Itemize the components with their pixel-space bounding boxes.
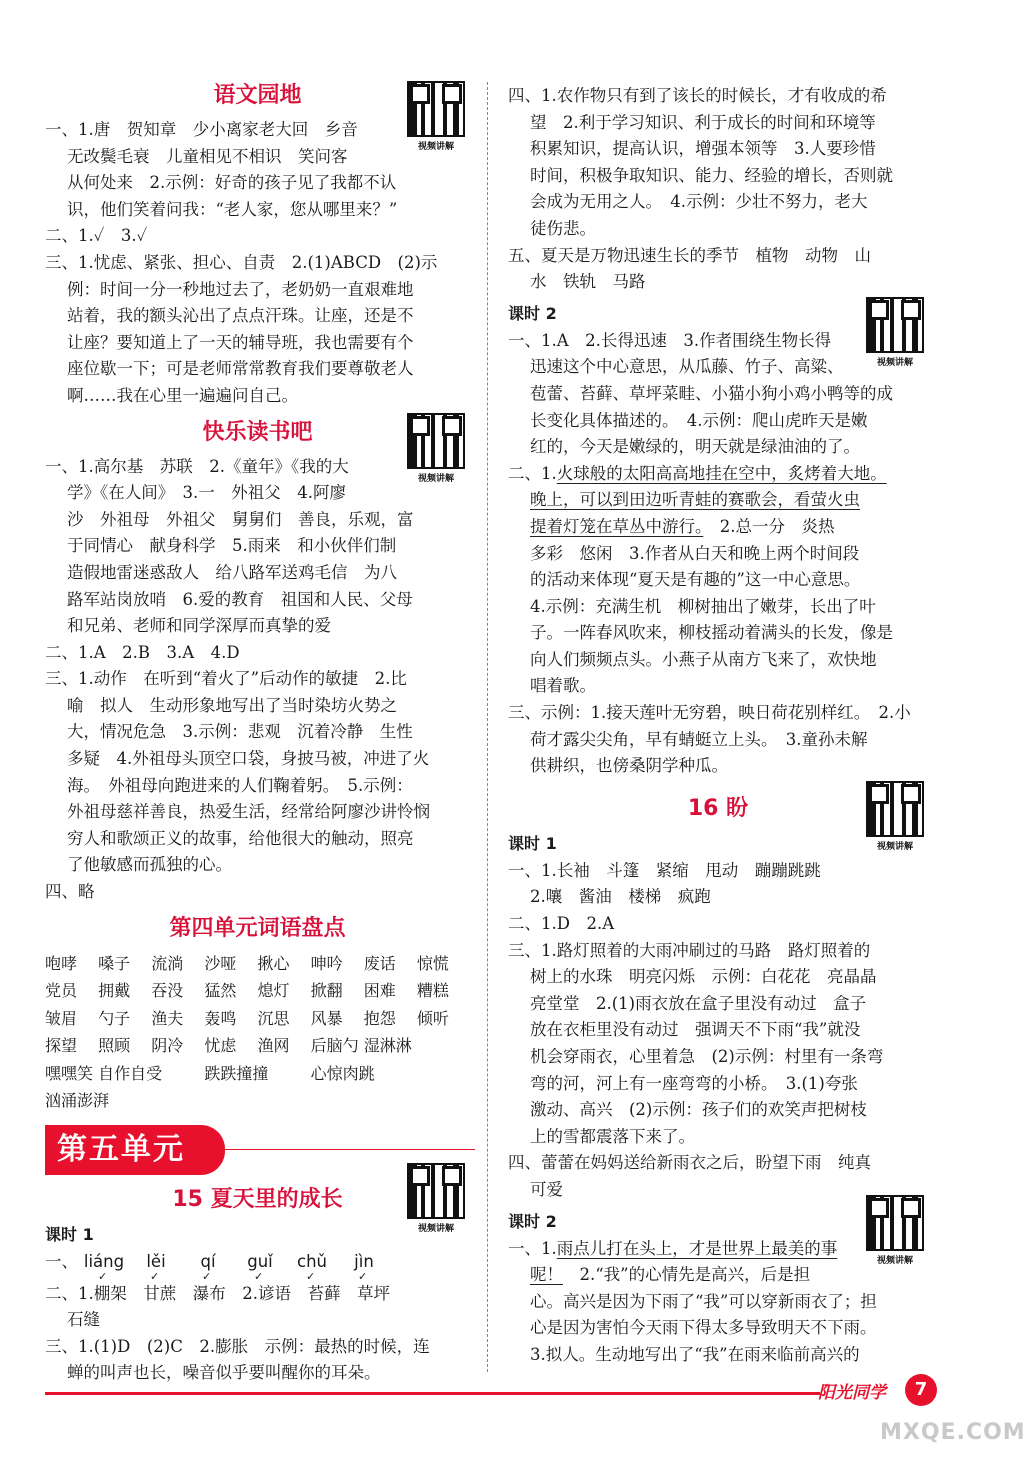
underlined-sentence: 提着灯笼在草丛中游行。	[530, 516, 704, 536]
section-title-reading: 快乐读书吧	[202, 419, 313, 445]
answer-line: 五、夏天是万物迅速生长的季节 植物 动物 山	[508, 245, 871, 265]
footer-rule	[45, 1392, 820, 1395]
answer-line: 穷人和歌颂正义的故事，给他很大的触动，照亮	[67, 828, 414, 848]
answer-line: 一、1.高尔基 苏联 2.《童年》《我的大	[45, 456, 349, 476]
answer-line: 和兄弟、老师和同学深厚而真挚的爱	[67, 616, 331, 636]
word-item: 揪心	[257, 953, 290, 973]
answer-line: 一、1.A 2.长得迅速 3.作者围绕生物长得	[508, 330, 832, 350]
qr-code-icon[interactable]	[407, 81, 465, 137]
answer-line: 唱着歌。	[530, 676, 596, 696]
word-item: 嗓子	[98, 953, 131, 973]
word-item: 勺子	[98, 1008, 131, 1028]
answer-line	[508, 487, 928, 514]
qr-code-icon[interactable]	[407, 1163, 465, 1219]
answer-line: 二、1.D 2.A	[508, 914, 615, 934]
answer-line: 心是因为害怕今天雨下得太多导致明天不下雨。	[530, 1318, 877, 1338]
answer-line: 四、蕾蕾在妈妈送给新雨衣之后，盼望下雨 纯真	[508, 1153, 871, 1173]
answer-line: 四、略	[45, 882, 95, 902]
answer-line: 多疑 4.外祖母头顶空口袋，身披马被，冲进了火	[67, 749, 430, 769]
answer-line: 三、1.动作 在听到“着火了”后动作的敏捷 2.比	[45, 669, 407, 689]
answer-line: 上的雪都震落下来了。	[530, 1126, 695, 1146]
answer-prefix: 一、1.	[508, 1238, 557, 1258]
word-item: 后脑勺	[310, 1036, 359, 1056]
word-item: 风暴	[310, 1008, 343, 1028]
word-item: 沉思	[257, 1008, 290, 1028]
word-item: 阴冷	[151, 1036, 184, 1056]
answer-line: 海。 外祖母向跑进来的人们鞠着躬。 5.示例：	[67, 775, 413, 795]
period-2-answers	[508, 328, 928, 461]
qr-label: 视频讲解	[876, 358, 913, 368]
lesson-15-period-1: 课时 1	[45, 1224, 94, 1244]
word-item: 流淌	[151, 953, 184, 973]
answer-line: 长变化具体描述的。 4.示例：爬山虎昨天是嫩	[530, 410, 868, 430]
answer-line: 4.示例：充满生机 柳树抽出了嫩芽，长出了叶	[530, 596, 876, 616]
answer-line: 一、1.长袖 斗篷 紧缩 甩动 蹦蹦跳跳	[508, 860, 821, 880]
word-item: 党员	[45, 981, 78, 1001]
word-item: 熄灯	[257, 981, 290, 1001]
pinyin-prefix: 一、	[45, 1251, 78, 1271]
column-divider	[487, 82, 488, 1372]
word-item: 嘿嘿笑	[45, 1063, 94, 1083]
word-item: 呻吟	[310, 953, 343, 973]
answer-line: 三、1.(1)D (2)C 2.膨胀 示例：最热的时候，连	[45, 1336, 430, 1356]
brand-logo: 阳光同学	[818, 1383, 886, 1403]
answer-line	[508, 514, 928, 541]
answer-line: 可爱	[530, 1179, 563, 1199]
answer-line: 大，情况危急 3.示例：悲观 沉着冷静 生性	[67, 722, 413, 742]
word-item: 糟糕	[416, 981, 449, 1001]
answer-line: 例：时间一分一秒地过去了，老奶奶一直艰难地	[67, 279, 414, 299]
word-item: 咆哮	[45, 953, 78, 973]
period-2-answers-san	[508, 700, 928, 780]
word-item: 自作自受	[98, 1063, 163, 1083]
pinyin-row	[45, 1249, 470, 1281]
answer-line: 供耕织，也傍桑阴学种瓜。	[530, 756, 728, 776]
answer-line: 外祖母慈祥善良，热爱生活，经常给阿廖沙讲怜悯	[67, 802, 430, 822]
period-2-answers-er	[508, 541, 928, 701]
answer-line: 识，他们笑着问我：“老人家，您从哪里来？”	[67, 199, 398, 219]
answer-line: 于同情心 献身科学 5.雨来 和小伙伴们制	[67, 536, 397, 556]
word-item: 渔网	[257, 1036, 290, 1056]
word-item: 探望	[45, 1036, 78, 1056]
answer-line: 座位歇一下；可是老师常常教育我们要尊敬老人	[67, 359, 414, 379]
answer-line: 二、1.棚架 甘蔗 瀑布 2.谚语 苔藓 草坪	[45, 1283, 390, 1303]
answer-line: 一、1.唐 贺知章 少小离家老大回 乡音	[45, 120, 358, 139]
lesson-16-title: 16 盼	[687, 795, 749, 821]
answer-line: 机会穿雨衣，心里着急 (2)示例：村里有一条弯	[530, 1047, 884, 1066]
answer-line: 蝉的叫声也长，噪音似乎要叫醒你的耳朵。	[67, 1363, 381, 1383]
pinyin-item: chǔ ✓	[286, 1249, 338, 1281]
word-item: 轰鸣	[204, 1008, 237, 1028]
word-item: 猛然	[204, 981, 237, 1001]
answer-line: 2.嚷 酱油 楼梯 疯跑	[530, 887, 711, 907]
pinyin-item: qí ✓	[182, 1249, 234, 1281]
page-number: 7	[905, 1374, 937, 1406]
qr-code-icon[interactable]	[866, 1195, 924, 1251]
answer-line: 激动、高兴 (2)示例：孩子们的欢笑声把树枝	[530, 1100, 867, 1120]
qr-label: 视频讲解	[417, 142, 454, 152]
answer-line: 弯的河，河上有一座弯弯的小桥。 3.(1)夸张	[530, 1073, 858, 1093]
qr-label: 视频讲解	[876, 842, 913, 852]
section-title-words: 第四单元词语盘点	[169, 915, 346, 941]
qr-label: 视频讲解	[417, 1224, 454, 1234]
lesson-16-period-2: 课时 2	[508, 1211, 557, 1231]
answer-line: 向人们频频点头。小燕子从南方飞来了，欢快地	[530, 649, 877, 669]
answer-line: 会成为无用之人。 4.示例：少壮不努力，老大	[530, 192, 868, 212]
answer-line: 无改鬓毛衰 儿童相见不相识 笑问客	[67, 146, 348, 166]
lesson-16-period-1: 课时 1	[508, 833, 557, 853]
answer-line: 三、1.忧虑、紧张、担心、自责 2.(1)ABCD (2)示	[45, 252, 438, 272]
word-item: 照顾	[98, 1036, 131, 1056]
answer-line	[508, 461, 928, 488]
lesson-15-title: 15 夏天里的成长	[172, 1186, 343, 1212]
answer-line: 造假地雷迷惑敌人 给八路军送鸡毛信 为八	[67, 562, 397, 582]
answer-line: 二、1.A 2.B 3.A 4.D	[45, 642, 240, 662]
word-item: 废话	[363, 953, 396, 973]
answer-text: 2.“我”的心情先是高兴，后是担	[563, 1265, 811, 1285]
answer-line: 积累知识，提高认识，增强本领等 3.人要珍惜	[530, 139, 876, 159]
lesson-16-period-2-answers	[508, 1289, 928, 1369]
reading-answers	[45, 454, 470, 906]
unit-banner: 第五单元	[45, 1125, 225, 1175]
word-item: 倾听	[416, 1008, 449, 1028]
answer-line: 的活动来体现“夏天是有趣的”这一中心意思。	[530, 570, 861, 590]
word-item: 抱怨	[363, 1008, 396, 1028]
answer-prefix: 二、1.	[508, 463, 557, 483]
word-item: 湿淋淋	[363, 1036, 412, 1056]
underlined-sentence: 晚上，可以到田边听青蛙的赛歌会，看萤火虫	[530, 490, 860, 510]
word-item: 心惊肉跳	[310, 1063, 375, 1083]
qr-code-icon[interactable]	[407, 413, 465, 469]
answer-line: 子。一阵春风吹来，柳枝摇动着满头的长发，像是	[530, 623, 893, 643]
word-item: 拥戴	[98, 981, 131, 1001]
answer-line: 心。高兴是因为下雨了“我”可以穿新雨衣了；担	[530, 1291, 877, 1311]
left-column	[45, 75, 470, 1387]
word-item: 跌跌撞撞	[204, 1063, 269, 1083]
watermark: MXQE.COM	[880, 1420, 1026, 1445]
answer-line: 站着，我的额头沁出了点点汗珠。让座，还是不	[67, 306, 414, 326]
answer-line: 三、示例：1.接天莲叶无穷碧，映日荷花别样红。 2.小	[508, 703, 911, 723]
pinyin-item: guǐ ✓	[234, 1249, 286, 1281]
pinyin-item: jìn ✓	[338, 1249, 390, 1281]
answer-line	[508, 1236, 928, 1263]
answer-line: 四、1.农作物只有到了该长的时候长，才有收成的希	[508, 86, 887, 105]
answer-line: 学》《在人间》 3.一 外祖父 4.阿廖	[67, 483, 346, 503]
answer-line: 从何处来 2.示例：好奇的孩子见了我都不认	[67, 173, 397, 193]
yuwen-answers	[45, 117, 470, 410]
answer-line	[508, 1262, 928, 1289]
answer-line: 让座？要知道上了一天的辅导班，我也需要有个	[67, 332, 414, 352]
lesson-16-answers	[508, 858, 928, 1204]
answer-line: 3.拟人。生动地写出了“我”在雨来临前高兴的	[530, 1344, 860, 1364]
underlined-sentence: 呢！	[530, 1265, 563, 1285]
answer-text: 2.总一分 炎热	[703, 516, 835, 536]
qr-label: 视频讲解	[417, 474, 454, 484]
lesson-15-period-2: 课时 2	[508, 303, 557, 323]
pinyin-item: lěi ✓	[130, 1249, 182, 1281]
word-item: 皱眉	[45, 1008, 78, 1028]
answer-line: 沙 外祖母 外祖父 舅舅们 善良，乐观，富	[67, 509, 414, 529]
word-item: 困难	[363, 981, 396, 1001]
word-item: 汹涌澎湃	[45, 1091, 110, 1111]
qr-label: 视频讲解	[876, 1256, 913, 1266]
answer-line: 徒伤悲。	[530, 218, 596, 238]
qr-code-icon[interactable]	[866, 297, 924, 353]
answer-line: 啊……我在心里一遍遍问自己。	[67, 385, 298, 405]
answer-line: 路军站岗放哨 6.爱的教育 祖国和人民、父母	[67, 589, 413, 609]
answer-line: 了他敏感而孤独的心。	[67, 855, 232, 875]
word-item: 吞没	[151, 981, 184, 1001]
pinyin-item: liáng ✓	[78, 1249, 130, 1281]
word-item: 沙哑	[204, 953, 237, 973]
answer-line: 迅速这个中心意思，从瓜藤、竹子、高粱、	[530, 357, 844, 377]
answer-line: 二、1.✓ 3.✓	[45, 226, 148, 246]
answer-line: 石缝	[67, 1310, 100, 1330]
lesson-15-answers	[45, 1281, 470, 1387]
answer-line: 水 铁轨 马路	[530, 272, 646, 292]
answer-line: 喻 拟人 生动形象地写出了当时染坊火势之	[67, 695, 397, 715]
answer-line: 三、1.路灯照着的大雨冲刷过的马路 路灯照着的	[508, 940, 871, 960]
word-item: 渔夫	[151, 1008, 184, 1028]
word-item: 掀翻	[310, 981, 343, 1001]
section-title-yuwen: 语文园地	[213, 83, 302, 108]
answer-line: 亮堂堂 2.(1)雨衣放在盒子里没有动过 盒子	[530, 993, 867, 1013]
underlined-sentence: 火球般的太阳高高地挂在空中，炙烤着大地。	[556, 463, 887, 483]
answer-line: 望 2.利于学习知识、利于成长的时间和环境等	[530, 112, 876, 132]
word-list	[45, 950, 470, 1115]
underlined-sentence: 雨点儿打在头上，才是世界上最美的事	[556, 1238, 838, 1258]
answer-line: 多彩 悠闲 3.作者从白天和晚上两个时间段	[530, 543, 860, 563]
right-column	[508, 75, 928, 1369]
answer-line: 放在衣柜里没有动过 强调天不下雨“我”就没	[530, 1020, 861, 1040]
lesson-15-answers-continued	[508, 83, 928, 296]
qr-code-icon[interactable]	[866, 781, 924, 837]
word-item: 惊慌	[416, 953, 449, 973]
answer-line: 苞蕾、苔藓、草坪菜畦、小猫小狗小鸡小鸭等的成	[530, 383, 893, 403]
word-item: 忧虑	[204, 1036, 237, 1056]
answer-line: 红的，今天是嫩绿的，明天就是绿油油的了。	[530, 437, 860, 457]
answer-line: 时间，积极争取知识、能力、经验的增长，否则就	[530, 165, 893, 185]
answer-line: 树上的水珠 明亮闪烁 示例：白花花 亮晶晶	[530, 967, 877, 987]
answer-line: 荷才露尖尖角，早有蜻蜓立上头。 3.童孙未解	[530, 729, 868, 749]
